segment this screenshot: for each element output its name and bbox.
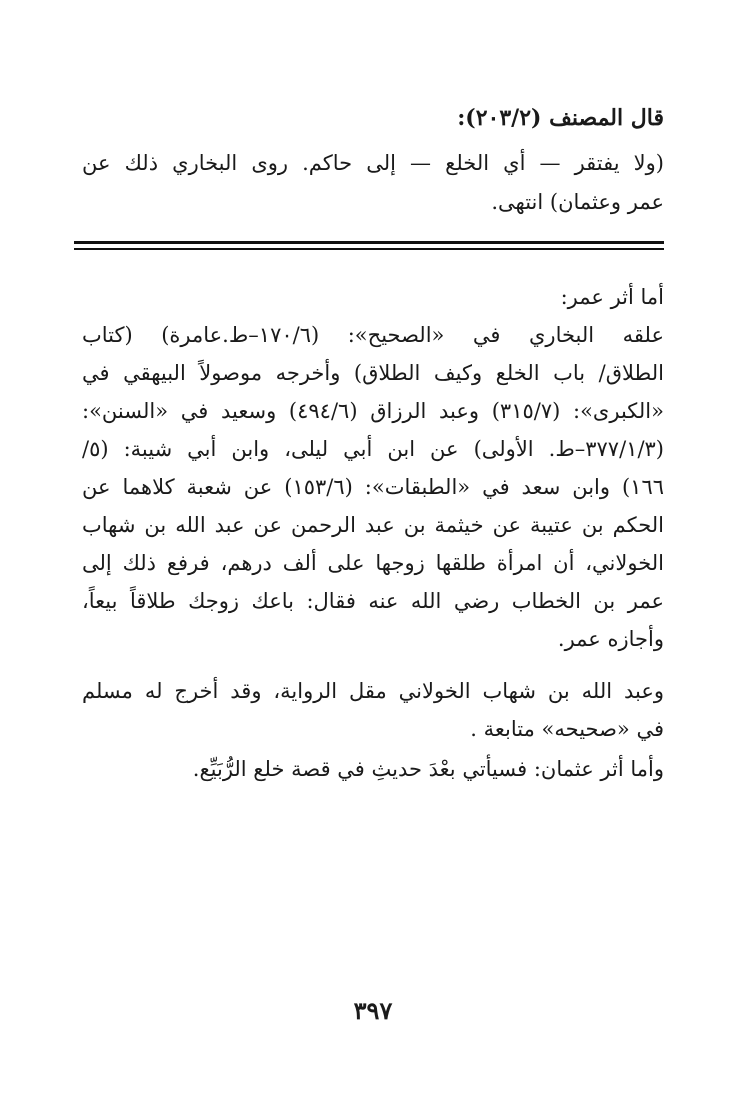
body-line-12: في «صحيحه» متابعة .	[470, 717, 664, 741]
section-heading: قال المصنف (٢٠٣/٢):	[457, 105, 664, 131]
body-line-6: ١٦٦) وابن سعد في «الطبقات»: (١٥٣/٦) عن شعبة كلاهما عن	[82, 475, 665, 499]
body-line-10: وأجازه عمر.	[557, 627, 664, 651]
body-line-3: الطلاق/ باب الخلع وكيف الطلاق) وأخرجه موصولاً البيهقي في	[82, 361, 664, 385]
page-number: ٣٩٧	[353, 996, 393, 1025]
body-line-11: وعبد الله بن شهاب الخولاني مقل الرواية، وقد أخرج له مسلم	[82, 679, 664, 703]
body-line-2: علقه البخاري في «الصحيح»: (١٧٠/٦–ط.عامرة) (كتاب	[82, 323, 664, 347]
body-line-1: أما أثر عمر:	[560, 285, 664, 309]
body-line-13: وأما أثر عثمان: فسيأتي بعْدَ حديثِ في قصة خلع الرُّبَيِّع.	[192, 757, 664, 781]
body-line-9: عمر بن الخطاب رضي الله عنه فقال: باعك زوجك طلاقاً بيعاً،	[82, 589, 664, 613]
quote-line-2: عمر وعثمان) انتهى.	[491, 190, 664, 214]
separator-rule-top	[74, 241, 664, 244]
separator-rule-bottom	[74, 248, 664, 250]
quote-line-1: (ولا يفتقر — أي الخلع — إلى حاكم. روى البخاري ذلك عن	[82, 151, 664, 175]
body-line-4: «الكبرى»: (٣١٥/٧) وعبد الرزاق (٤٩٤/٦) وسعيد في «السنن»:	[82, 399, 664, 423]
body-line-5: (٣٧٧/١/٣–ط. الأولى) عن ابن أبي ليلى، وابن أبي شيبة: (٥/	[82, 437, 664, 461]
body-line-8: الخولاني، أن امرأة طلقها زوجها على ألف درهم، فرفع ذلك إلى	[82, 551, 664, 575]
body-line-7: الحكم بن عتيبة عن خيثمة بن عبد الرحمن عن عبد الله بن شهاب	[82, 513, 664, 537]
